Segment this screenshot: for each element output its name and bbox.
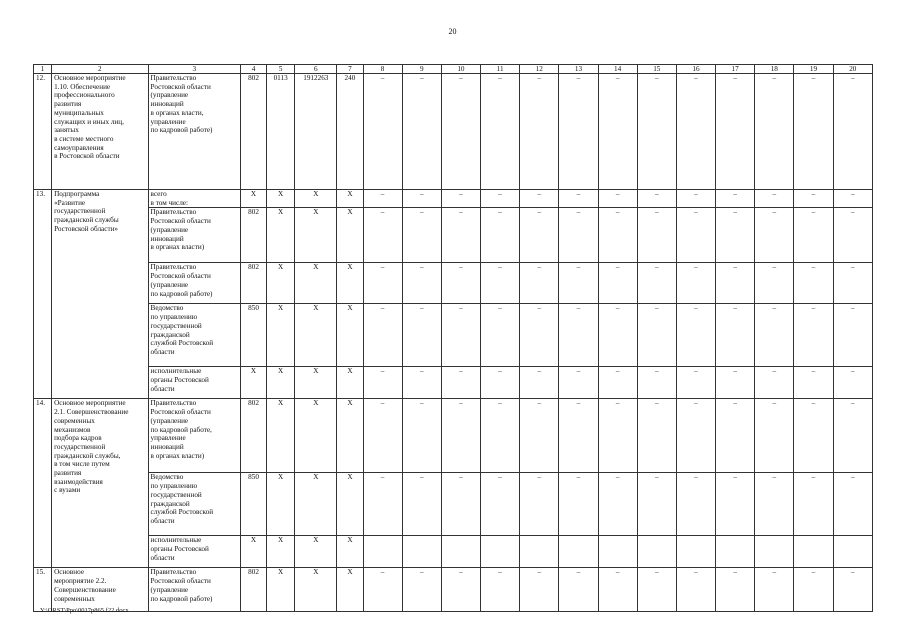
value-cell: –: [676, 473, 715, 536]
code-cell: Х: [267, 263, 295, 304]
header-cell: 1: [34, 65, 52, 74]
value-cell: –: [637, 367, 676, 399]
budget-table: [33, 64, 873, 612]
value-cell: –: [716, 263, 755, 304]
code-cell: Х: [337, 208, 363, 263]
value-cell: –: [441, 568, 480, 612]
header-cell: 7: [337, 65, 363, 74]
header-cell: 12: [520, 65, 559, 74]
table-row: [34, 190, 873, 208]
value-cell: –: [637, 208, 676, 263]
value-cell: –: [598, 304, 637, 367]
value-cell: –: [794, 367, 833, 399]
value-cell: –: [402, 473, 441, 536]
table-row: [34, 304, 873, 367]
value-cell: –: [716, 74, 755, 190]
value-cell: –: [716, 304, 755, 367]
value-cell: –: [441, 190, 480, 208]
value-cell: –: [441, 304, 480, 367]
value-cell: –: [598, 74, 637, 190]
value-cell: –: [363, 208, 402, 263]
table-row: [34, 568, 873, 612]
value-cell: –: [716, 473, 755, 536]
code-cell: Х: [267, 367, 295, 399]
value-cell: –: [794, 263, 833, 304]
measure-name-cell: Основное мероприятие 1.10. Обеспечение профессионального развития муниципальных служащих и иных лиц, занятых в системе местного самоуправления в Ростовской области: [52, 74, 148, 190]
header-cell: 14: [598, 65, 637, 74]
value-cell: –: [441, 399, 480, 473]
code-cell: Х: [337, 263, 363, 304]
value-cell: [598, 536, 637, 568]
header-cell: 4: [240, 65, 266, 74]
value-cell: –: [716, 367, 755, 399]
value-cell: –: [363, 399, 402, 473]
code-cell: Х: [337, 367, 363, 399]
value-cell: –: [520, 74, 559, 190]
value-cell: –: [363, 190, 402, 208]
value-cell: –: [402, 304, 441, 367]
value-cell: –: [559, 190, 598, 208]
row-number-cell: 14.: [34, 399, 52, 568]
header-cell: 19: [794, 65, 833, 74]
value-cell: –: [637, 263, 676, 304]
value-cell: –: [559, 208, 598, 263]
header-cell: 16: [676, 65, 715, 74]
code-cell: Х: [337, 304, 363, 367]
row-number-cell: 12.: [34, 74, 52, 190]
code-cell: 802: [240, 568, 266, 612]
code-cell: 1912263: [295, 74, 337, 190]
value-cell: –: [637, 304, 676, 367]
value-cell: –: [676, 367, 715, 399]
value-cell: –: [441, 263, 480, 304]
value-cell: [481, 536, 520, 568]
code-cell: 802: [240, 399, 266, 473]
code-cell: Х: [267, 208, 295, 263]
value-cell: –: [794, 74, 833, 190]
code-cell: 850: [240, 304, 266, 367]
executor-cell: Ведомство по управлению государственной гражданской службой Ростовской области: [148, 473, 240, 536]
value-cell: –: [520, 208, 559, 263]
value-cell: –: [481, 304, 520, 367]
table-row: [34, 399, 873, 473]
code-cell: Х: [267, 568, 295, 612]
value-cell: –: [441, 367, 480, 399]
value-cell: –: [441, 74, 480, 190]
code-cell: Х: [337, 473, 363, 536]
value-cell: [520, 536, 559, 568]
executor-cell: исполнительные органы Ростовской области: [148, 536, 240, 568]
code-cell: Х: [295, 568, 337, 612]
value-cell: –: [520, 304, 559, 367]
header-cell: 2: [52, 65, 148, 74]
code-cell: Х: [337, 190, 363, 208]
value-cell: –: [716, 190, 755, 208]
value-cell: –: [794, 208, 833, 263]
value-cell: –: [833, 304, 872, 367]
value-cell: –: [598, 568, 637, 612]
value-cell: –: [520, 473, 559, 536]
row-number-cell: 15.: [34, 568, 52, 612]
value-cell: –: [481, 190, 520, 208]
value-cell: –: [794, 304, 833, 367]
value-cell: –: [402, 367, 441, 399]
value-cell: –: [637, 190, 676, 208]
value-cell: –: [598, 473, 637, 536]
value-cell: –: [676, 74, 715, 190]
value-cell: –: [676, 263, 715, 304]
value-cell: –: [755, 473, 794, 536]
code-cell: 802: [240, 74, 266, 190]
value-cell: –: [598, 367, 637, 399]
value-cell: –: [481, 208, 520, 263]
value-cell: –: [441, 208, 480, 263]
value-cell: –: [716, 568, 755, 612]
table-row: [34, 208, 873, 263]
value-cell: –: [559, 399, 598, 473]
value-cell: [363, 536, 402, 568]
value-cell: –: [833, 568, 872, 612]
table-row: [34, 367, 873, 399]
value-cell: –: [598, 399, 637, 473]
value-cell: –: [481, 263, 520, 304]
value-cell: [559, 536, 598, 568]
measure-name-cell: Основное мероприятие 2.1. Совершенствование современных механизмов подбора кадров государственной гражданской службы, в том числе путем развития взаимодействия с вузами: [52, 399, 148, 568]
measure-name-cell: Основное мероприятие 2.2. Совершенствование современных: [52, 568, 148, 612]
value-cell: [402, 536, 441, 568]
code-cell: 802: [240, 208, 266, 263]
value-cell: –: [794, 568, 833, 612]
header-cell: 20: [833, 65, 872, 74]
table-row: [34, 473, 873, 536]
value-cell: –: [794, 473, 833, 536]
value-cell: –: [676, 190, 715, 208]
executor-cell: Правительство Ростовской области (управление по кадровой работе, управление инноваций в органах власти): [148, 399, 240, 473]
value-cell: –: [676, 568, 715, 612]
value-cell: –: [833, 190, 872, 208]
value-cell: –: [833, 473, 872, 536]
code-cell: 240: [337, 74, 363, 190]
value-cell: –: [520, 399, 559, 473]
code-cell: Х: [295, 473, 337, 536]
value-cell: –: [755, 190, 794, 208]
executor-cell: всего в том числе:: [148, 190, 240, 208]
header-cell: 8: [363, 65, 402, 74]
value-cell: [441, 536, 480, 568]
value-cell: –: [833, 74, 872, 190]
value-cell: –: [402, 208, 441, 263]
code-cell: Х: [267, 399, 295, 473]
value-cell: –: [716, 399, 755, 473]
code-cell: Х: [295, 190, 337, 208]
value-cell: –: [363, 304, 402, 367]
measure-name-cell: Подпрограмма «Развитие государственной гражданской службы Ростовской области»: [52, 190, 148, 399]
value-cell: –: [833, 399, 872, 473]
value-cell: –: [676, 304, 715, 367]
page-number: 20: [448, 27, 457, 36]
header-cell: 5: [267, 65, 295, 74]
value-cell: –: [755, 367, 794, 399]
header-cell: 18: [755, 65, 794, 74]
value-cell: –: [598, 190, 637, 208]
value-cell: –: [441, 473, 480, 536]
code-cell: Х: [337, 568, 363, 612]
code-cell: Х: [267, 536, 295, 568]
code-cell: Х: [295, 399, 337, 473]
value-cell: –: [520, 263, 559, 304]
code-cell: Х: [337, 536, 363, 568]
value-cell: –: [559, 568, 598, 612]
header-cell: 6: [295, 65, 337, 74]
value-cell: –: [755, 399, 794, 473]
code-cell: Х: [240, 367, 266, 399]
value-cell: –: [559, 304, 598, 367]
code-cell: Х: [240, 190, 266, 208]
value-cell: –: [676, 208, 715, 263]
code-cell: 850: [240, 473, 266, 536]
code-cell: Х: [295, 367, 337, 399]
executor-cell: Правительство Ростовской области (управление по кадровой работе): [148, 263, 240, 304]
value-cell: –: [363, 367, 402, 399]
table-row: [34, 263, 873, 304]
row-number-cell: 13.: [34, 190, 52, 399]
value-cell: –: [520, 568, 559, 612]
value-cell: –: [481, 74, 520, 190]
value-cell: –: [559, 74, 598, 190]
header-cell: 17: [716, 65, 755, 74]
value-cell: –: [794, 399, 833, 473]
value-cell: –: [755, 568, 794, 612]
header-cell: 9: [402, 65, 441, 74]
value-cell: –: [794, 190, 833, 208]
header-cell: 15: [637, 65, 676, 74]
value-cell: –: [481, 473, 520, 536]
executor-cell: Ведомство по управлению государственной гражданской службой Ростовской области: [148, 304, 240, 367]
value-cell: –: [402, 399, 441, 473]
code-cell: Х: [295, 208, 337, 263]
code-cell: 802: [240, 263, 266, 304]
header-cell: 11: [481, 65, 520, 74]
value-cell: [716, 536, 755, 568]
value-cell: [794, 536, 833, 568]
value-cell: –: [637, 399, 676, 473]
value-cell: –: [637, 473, 676, 536]
executor-cell: Правительство Ростовской области (управление по кадровой работе): [148, 568, 240, 612]
value-cell: –: [559, 263, 598, 304]
code-cell: Х: [267, 304, 295, 367]
value-cell: –: [559, 367, 598, 399]
value-cell: –: [637, 568, 676, 612]
value-cell: –: [520, 190, 559, 208]
value-cell: –: [402, 263, 441, 304]
value-cell: –: [481, 399, 520, 473]
code-cell: 0113: [267, 74, 295, 190]
value-cell: –: [363, 263, 402, 304]
value-cell: –: [716, 208, 755, 263]
value-cell: –: [402, 190, 441, 208]
value-cell: [833, 536, 872, 568]
code-cell: Х: [267, 190, 295, 208]
value-cell: –: [755, 208, 794, 263]
header-cell: 13: [559, 65, 598, 74]
value-cell: –: [559, 473, 598, 536]
code-cell: Х: [240, 536, 266, 568]
value-cell: –: [833, 208, 872, 263]
value-cell: –: [363, 74, 402, 190]
value-cell: –: [363, 473, 402, 536]
executor-cell: исполнительные органы Ростовской области: [148, 367, 240, 399]
value-cell: –: [755, 263, 794, 304]
value-cell: –: [598, 263, 637, 304]
code-cell: Х: [337, 399, 363, 473]
value-cell: –: [363, 568, 402, 612]
code-cell: Х: [295, 536, 337, 568]
header-cell: 3: [148, 65, 240, 74]
code-cell: Х: [295, 304, 337, 367]
header-row: [34, 65, 873, 74]
executor-cell: Правительство Ростовской области (управление инноваций в органах власти): [148, 208, 240, 263]
header-cell: 10: [441, 65, 480, 74]
value-cell: –: [833, 263, 872, 304]
value-cell: –: [833, 367, 872, 399]
file-path-footer: Y:\ORST\Ppo\0017p865.f22.docx: [40, 607, 129, 614]
value-cell: –: [402, 74, 441, 190]
value-cell: –: [402, 568, 441, 612]
value-cell: –: [520, 367, 559, 399]
value-cell: –: [481, 367, 520, 399]
value-cell: –: [637, 74, 676, 190]
value-cell: –: [598, 208, 637, 263]
code-cell: Х: [295, 263, 337, 304]
value-cell: [755, 536, 794, 568]
value-cell: –: [676, 399, 715, 473]
value-cell: –: [481, 568, 520, 612]
table-row: [34, 536, 873, 568]
table-row: [34, 74, 873, 190]
value-cell: –: [755, 304, 794, 367]
value-cell: [637, 536, 676, 568]
code-cell: Х: [267, 473, 295, 536]
executor-cell: Правительство Ростовской области (управление инноваций в органах власти, управление по кадровой работе): [148, 74, 240, 190]
value-cell: [676, 536, 715, 568]
value-cell: –: [755, 74, 794, 190]
